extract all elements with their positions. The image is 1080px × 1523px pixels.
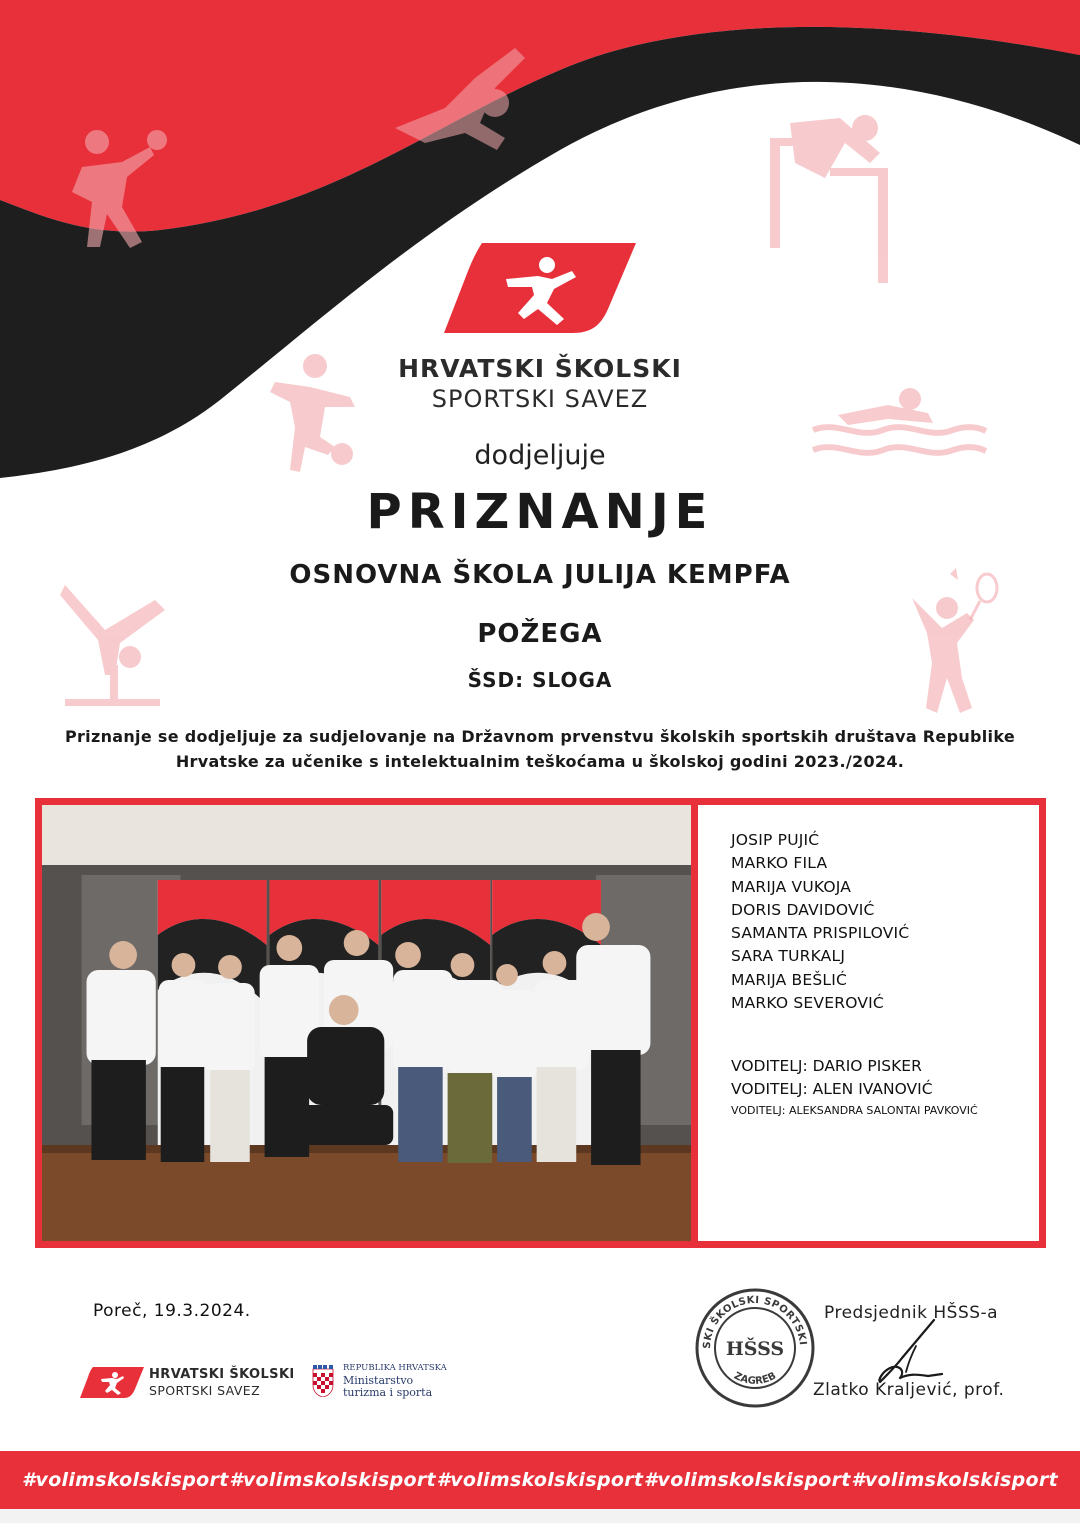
footer-logo-line2: SPORTSKI SAVEZ	[149, 1383, 261, 1398]
ministry-line1: REPUBLIKA HRVATSKA	[343, 1363, 447, 1373]
runner-icon	[385, 38, 545, 163]
participants-list	[731, 829, 1031, 1015]
bottom-strip	[0, 1509, 1080, 1523]
president-name: Zlatko Kraljević, prof.	[813, 1380, 1005, 1400]
issue-date: Poreč, 19.3.2024.	[93, 1301, 251, 1321]
leader-name: VODITELJ: ALEN IVANOVIĆ	[731, 1080, 933, 1098]
sports-club: ŠSD: SLOGA	[467, 668, 613, 692]
ministry-line2: Ministarstvo	[343, 1374, 414, 1387]
stamp-bottom-text: ZAGREB	[732, 1370, 778, 1387]
footer-organization-logo	[80, 1365, 300, 1401]
organization-name-line2: SPORTSKI SAVEZ	[431, 385, 649, 413]
participant-name: MARKO FILA	[731, 854, 828, 873]
certificate-description	[60, 724, 1020, 774]
logo-runner-icon	[80, 1367, 144, 1398]
footer-logo-line1: HRVATSKI ŠKOLSKI	[149, 1367, 295, 1382]
stamp-top-text: SKI ŠKOLSKI SPORTSKI	[701, 1294, 808, 1350]
school-name: OSNOVNA ŠKOLA JULIJA KEMPFA	[289, 560, 791, 590]
official-stamp	[694, 1287, 816, 1409]
description-line2: Hrvatske za učenike s intelektualnim teškoćama u školskoj godini 2023./2024.	[175, 752, 905, 771]
team-photo	[42, 805, 698, 1241]
hurdler-icon	[770, 108, 900, 288]
team-panel	[35, 798, 1046, 1248]
president-title: Predsjednik HŠSS-a	[824, 1303, 999, 1323]
participant-name: JOSIP PUJIĆ	[731, 831, 820, 849]
certificate-title: PRIZNANJE	[366, 484, 714, 540]
leader-name: VODITELJ: DARIO PISKER	[731, 1057, 922, 1075]
coat-of-arms-icon	[312, 1365, 334, 1397]
participant-name: MARIJA BEŠLIĆ	[731, 970, 848, 989]
participant-name: DORIS DAVIDOVIĆ	[731, 900, 875, 919]
hashtag: #volimskolskisport	[229, 1469, 436, 1491]
ministry-logo	[312, 1362, 462, 1402]
participant-name: MARKO SEVEROVIĆ	[731, 994, 884, 1013]
president-signature	[872, 1318, 944, 1386]
organization-logo	[444, 243, 636, 333]
volleyball-player-icon	[62, 122, 177, 257]
leaders-list	[731, 1055, 1041, 1121]
ministry-line3: turizma i sporta	[343, 1386, 433, 1399]
school-city: POŽEGA	[477, 619, 603, 649]
hashtag: #volimskolskisport	[436, 1469, 644, 1491]
hashtag-banner	[0, 1451, 1080, 1509]
hashtag: #volimskolskisport	[644, 1469, 851, 1491]
leader-name: VODITELJ: ALEKSANDRA SALONTAI PAVKOVIĆ	[731, 1104, 978, 1117]
participant-name: SAMANTA PRISPILOVIĆ	[731, 924, 910, 943]
organization-name-line1: HRVATSKI ŠKOLSKI	[398, 354, 682, 383]
participant-name: SARA TURKALJ	[731, 947, 846, 966]
logo-runner-icon	[444, 243, 636, 333]
awards-text: dodjeljuje	[474, 440, 606, 471]
hashtag: #volimskolskisport	[22, 1469, 229, 1491]
participant-name: MARIJA VUKOJA	[731, 877, 852, 896]
stamp-center-text: HŠSS	[725, 1338, 785, 1360]
description-line1: Priznanje se dodjeljuje za sudjelovanje na Državnom prvenstvu školskih sportskih društava Republike	[64, 727, 1016, 746]
hashtag: #volimskolskisport	[851, 1469, 1058, 1491]
